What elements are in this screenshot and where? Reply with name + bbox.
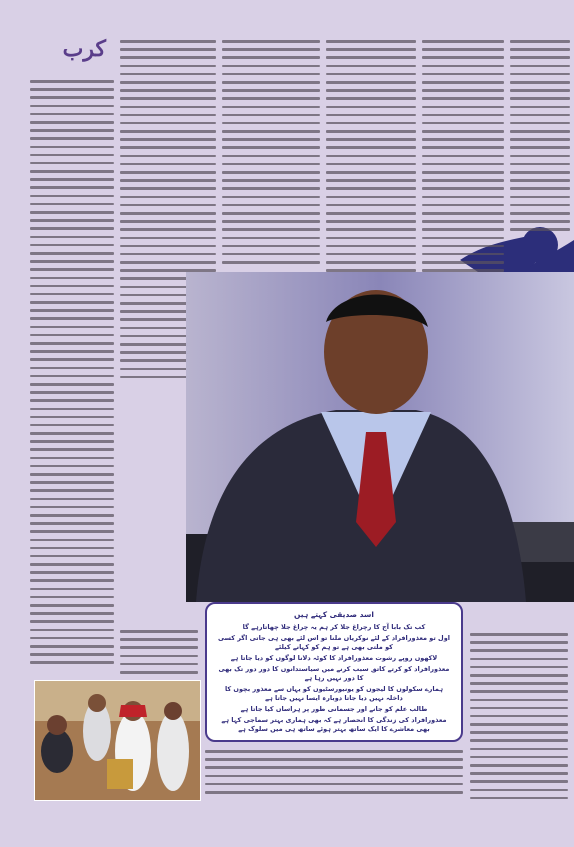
text-column-3 xyxy=(326,40,416,275)
quote-title: اسد صدیقی کہتے ہیں xyxy=(294,610,374,619)
quote-line: اول تو معذورافراد کے لئے نوکریاں ملنا تو اس لئے بھی ہی جاتی اگر کسی کو ملتی بھی ہے تو ہم کو کہانے کیلئے xyxy=(218,634,450,651)
inset-photo xyxy=(34,680,201,801)
text-column-9 xyxy=(205,750,463,805)
quote-line: لاکھوں روپے رشوت معذورافراد کا کوٹہ دلانا لوگوں کو دیا جاتا ہے xyxy=(230,654,438,662)
text-column-7 xyxy=(470,633,568,803)
text-column-1 xyxy=(510,40,570,270)
quote-line: معذورافراد کی زندگی کا انحصار ہے کہ بھی ہماری بہتر سماجی کہا ہے بھی معاشرے کا ایک ساتھ بہتر ہوئے ساتھ ہی میں سلوک ہے xyxy=(221,716,447,733)
text-column-6 xyxy=(30,80,114,670)
quote-line: طالب علم کو جانے اور جسمانی طور پر ہراساں کیا جاتا ہے xyxy=(240,705,428,713)
section-logo: کرب xyxy=(62,36,106,62)
portrait-photo xyxy=(186,272,574,602)
quote-line: معذورافراد کو کرتے کاتق سبب کرنے میں سیاستدانوں کا دور دور تک بھی کا دور نہیں رہا ہے xyxy=(218,665,450,682)
text-column-4 xyxy=(222,40,320,265)
text-column-2 xyxy=(422,40,504,275)
pull-quote-box xyxy=(205,602,463,742)
text-column-8 xyxy=(120,630,198,675)
quote-line: ہمارے سکولوں کا لیجوں کو یونیورسٹیوں کو یہاں سے معذور بچوں کا داخلہ نہیں دیا جاتا دوبارہ ایسا نہیں جاتا ہے xyxy=(224,685,444,702)
quote-line: کب تک بابا آج کا رچراغ جلا کر ہم یہ چراغ جلا چھاتارہے گا xyxy=(242,623,426,631)
